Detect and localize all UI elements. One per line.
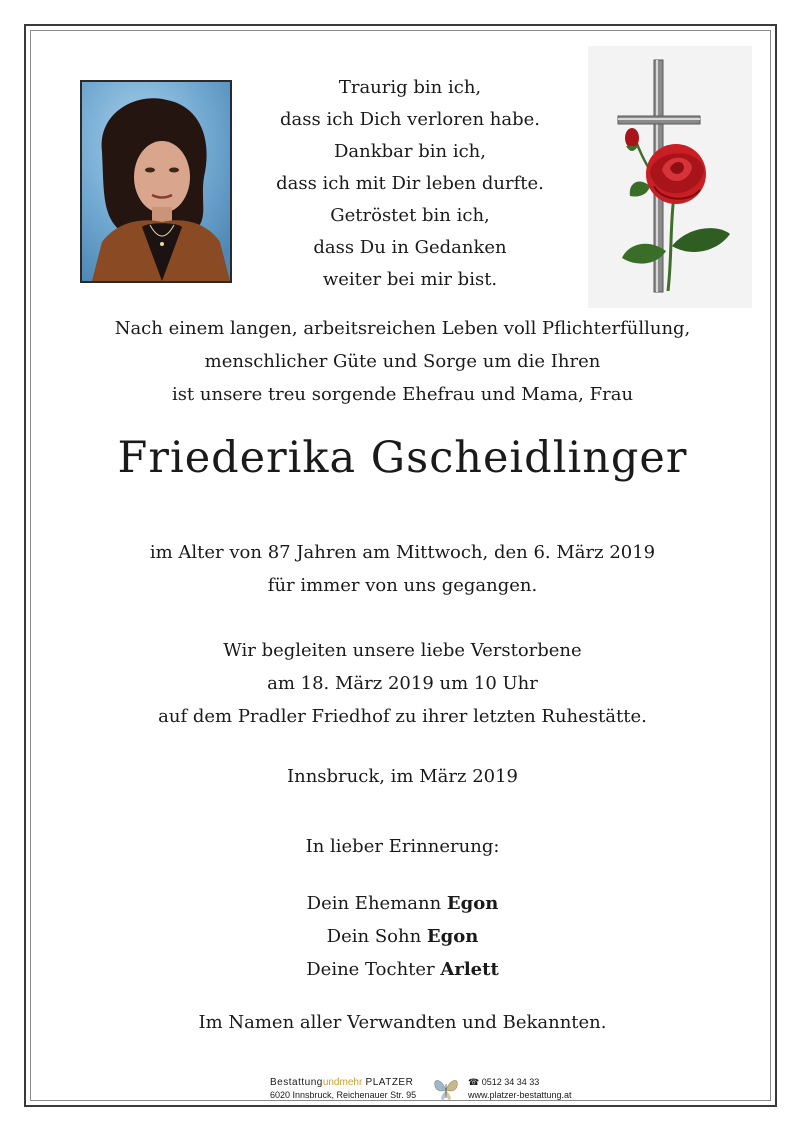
death-notice-line: im Alter von 87 Jahren am Mittwoch, den 6. März 2019 <box>149 542 656 563</box>
poem-line: dass ich Dich verloren habe. <box>280 109 540 130</box>
deceased-name: Friederika Gscheidlinger <box>117 433 688 483</box>
mourner-relation: Dein Ehemann <box>306 893 442 914</box>
mourner-line <box>40 887 765 920</box>
poem-line: Dankbar bin ich, <box>334 141 486 162</box>
cross-rose-image <box>588 46 752 308</box>
footer-phone: ☎ 0512 34 34 33 <box>468 1077 540 1087</box>
footer-address: 6020 Innsbruck, Reichenauer Str. 95 <box>270 1090 417 1100</box>
intro-line: menschlicher Güte und Sorge um die Ihren <box>204 351 601 372</box>
brand-part: undmehr <box>322 1077 363 1088</box>
funeral-line: am 18. März 2019 um 10 Uhr <box>267 673 538 694</box>
mourner-relation: Dein Sohn <box>326 926 422 947</box>
remembrance <box>40 830 765 863</box>
remembrance-text: In lieber Erinnerung: <box>305 836 500 857</box>
place-date <box>40 760 765 793</box>
funeral-home-footer <box>270 1076 590 1106</box>
funeral-line: Wir begleiten unsere liebe Verstorbene <box>223 640 582 661</box>
footer-right <box>468 1076 572 1102</box>
mourner-line <box>40 920 765 953</box>
funeral-info <box>40 634 765 733</box>
closing <box>40 1006 765 1039</box>
poem-line: dass ich mit Dir leben durfte. <box>276 173 544 194</box>
mourner-name: Egon <box>426 926 479 947</box>
intro-line: Nach einem langen, arbeitsreichen Leben voll Pflichterfüllung, <box>114 318 691 339</box>
place-date-text: Innsbruck, im März 2019 <box>286 766 518 787</box>
mourner-relation: Deine Tochter <box>306 959 435 980</box>
poem-line: weiter bei mir bist. <box>322 269 498 290</box>
mourner-line <box>40 953 765 986</box>
closing-text: Im Namen aller Verwandten und Bekannten. <box>198 1012 607 1033</box>
death-notice <box>40 536 765 602</box>
intro-paragraph <box>40 312 765 411</box>
poem <box>245 72 575 296</box>
mourners-list <box>40 887 765 986</box>
footer-website[interactable]: www.platzer-bestattung.at <box>468 1090 572 1100</box>
mourner-name: Egon <box>446 893 499 914</box>
funeral-line: auf dem Pradler Friedhof zu ihrer letzten Ruhestätte. <box>158 706 647 727</box>
poem-line: Getröstet bin ich, <box>330 205 490 226</box>
death-notice-line: für immer von uns gegangen. <box>267 575 538 596</box>
poem-line: dass Du in Gedanken <box>313 237 507 258</box>
brand-part: PLATZER <box>362 1077 414 1088</box>
mourner-name: Arlett <box>440 959 499 980</box>
footer-left <box>270 1076 416 1102</box>
brand-logo-text <box>270 1076 416 1089</box>
poem-line: Traurig bin ich, <box>338 77 482 98</box>
brand-part: Bestattung <box>270 1077 323 1088</box>
butterfly-icon <box>431 1076 461 1102</box>
portrait-photo <box>80 80 232 283</box>
intro-line: ist unsere treu sorgende Ehefrau und Mama, Frau <box>171 384 634 405</box>
